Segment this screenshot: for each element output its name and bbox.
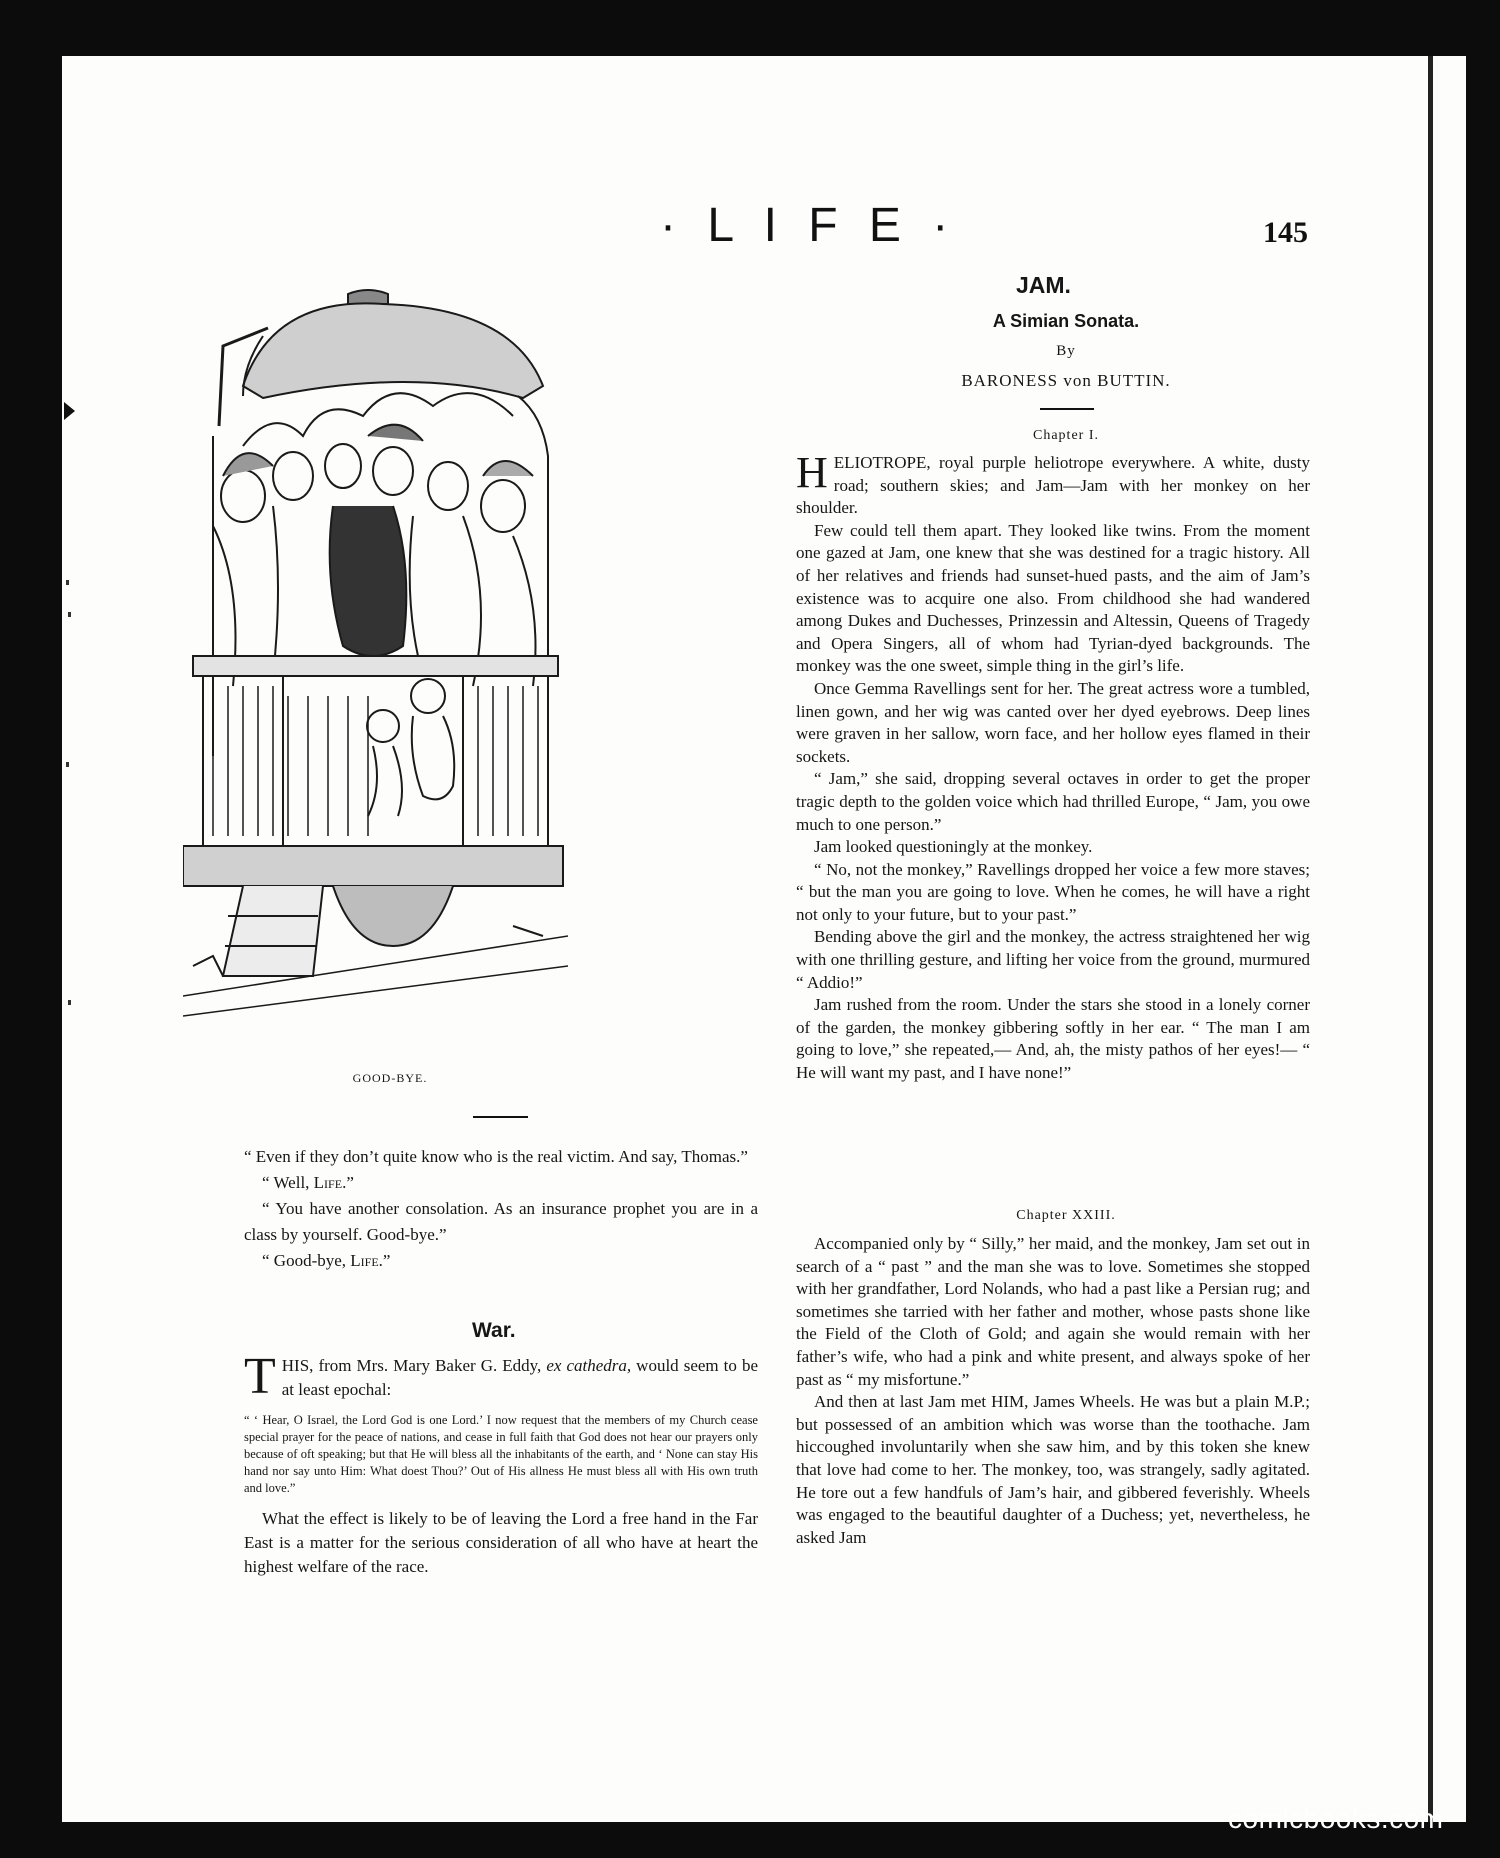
story-paragraph: And then at last Jam met HIM, James Wheels. He was but a plain M.P.; but possessed of an ambition which was worse than the toothache. Jam hiccoughed involuntarily when she saw him, and by this token she knew that love had come to her. The monkey, too, was strangely, sadly agitated. He tore out a few handfuls of Jam’s hair, and gibbered feverishly. Wheels was engaged to the beautiful daughter of a Duchess; yet, nevertheless, he asked Jam [796,1392,1310,1547]
chapter-heading: Chapter I. [1033,428,1099,443]
story-paragraph: HELIOTROPE, royal purple heliotrope everywhere. A white, dusty road; southern skies; and Jam—Jam with her monkey on her shoulder. [796,448,1310,518]
masthead-life: · L I F E · [660,199,958,252]
section-divider [473,1116,528,1118]
margin-dot [66,762,69,767]
story-paragraph: Accompanied only by “ Silly,” her maid, and the monkey, Jam set out in search of a “ past ” and the man she was to love. Sometimes she stopped with her grandfather, Lord Nolands, who had a past like a Persian rug; and sometimes she tarried with her father and mother, whose pasts shone like the Field of the Cloth of Gold; and again she would remain with her father’s wife, who had a pink and white present, and always spoke of her past as “ my misfortune.” [796,1234,1310,1389]
chapter-heading: Chapter XXIII. [1016,1208,1116,1223]
eddy-quotation: “ ‘ Hear, O Israel, the Lord God is one Lord.’ I now request that the members of my Church cease special prayer for the peace of nations, and cease in full faith that God does not hear our prayers only because of oft speaking; but that He will bless all the inhabitants of the earth, and ‘ None can stay His hand nor say unto Him: What doest Thou?’ Out of His allness He must bless all with His own truth and love.” [244,1413,758,1495]
source-watermark: comicbooks.com [1228,1803,1444,1834]
war-closing-paragraph: What the effect is likely to be of leaving the Lord a free hand in the Far East is a matter for the serious consideration of all who have at heart the highest welfare of the race. [244,1509,758,1576]
story-paragraph: Jam looked questioningly at the monkey. [814,837,1093,857]
margin-arrow-mark [64,402,75,420]
margin-dot [68,1000,71,1005]
illustration-caption: GOOD-BYE. [352,1071,428,1085]
dialog-paragraph: “ You have another consolation. As an insurance prophet you are in a class by yourself. Good-bye.” [244,1199,758,1244]
story-paragraph: Bending above the girl and the monkey, the actress straightened her wig with one thrilling gesture, and lifting her voice from the ground, murmured “ Addio!” [796,927,1310,992]
byline-by: By [1056,343,1076,359]
page-edge-line [1428,56,1433,1822]
war-article [244,1348,758,1579]
war-heading: War. [472,1319,516,1342]
good-bye-illustration [183,276,568,1031]
margin-dot [68,612,71,617]
drop-cap: H [796,448,828,497]
dialog-paragraph: “ Even if they don’t quite know who is the real victim. And say, Thomas.” [244,1147,748,1166]
jam-subtitle: A Simian Sonata. [992,311,1140,331]
chapter-1-text [796,448,1310,1085]
dialog-continuation [244,1144,758,1274]
title-divider [1040,408,1094,410]
dialog-paragraph: “ Well, Life.” [262,1173,354,1192]
margin-dot [66,580,69,585]
author-name: BARONESS von BUTTIN. [961,371,1171,390]
jam-heading: JAM. [1016,272,1071,298]
story-paragraph: Few could tell them apart. They looked like twins. From the moment one gazed at Jam, one knew that she was destined for a tragic history. All of her relatives and friends had sunset-hued pasts, and the aim of Jam’s existence was to acquire one also. From childhood she had wandered among Dukes and Duchesses, Prinzessin and Altessin, Queens of Tragedy and Opera Singers, all of whom had Tyrian-dyed backgrounds. The monkey was the one sweet, simple thing in the girl’s life. [796,520,1310,676]
story-paragraph: “ Jam,” she said, dropping several octaves in order to get the proper tragic depth to the golden voice which had thrilled Europe, “ Jam, you owe much to one person.” [796,769,1310,834]
story-paragraph: “ No, not the monkey,” Ravellings dropped her voice a few more staves; “ but the man you are going to love. When he comes, he will have a right not only to your future, but to your past.” [796,859,1310,924]
war-intro: THIS, from Mrs. Mary Baker G. Eddy, ex cathedra, would seem to be at least epochal: [244,1348,758,1405]
story-paragraph: Jam rushed from the room. Under the stars she stood in a lonely corner of the garden, the monkey gibbering softly in her ear. “ The man I am going to love,” she repeated,— And, ah, the misty pathos of her eyes!— “ He will want my past, and I have none!” [796,995,1310,1083]
page-number: 145 [1263,216,1308,249]
story-paragraph: Once Gemma Ravellings sent for her. The great actress wore a tumbled, linen gown, and her wig was canted over her dyed eyebrows. Deep lines were graven in her sallow, worn face, and her hollow eyes flamed in their sockets. [796,678,1310,766]
drop-cap: T [244,1348,276,1405]
chapter-23-text [796,1233,1310,1549]
dialog-paragraph: “ Good-bye, Life.” [262,1251,391,1270]
